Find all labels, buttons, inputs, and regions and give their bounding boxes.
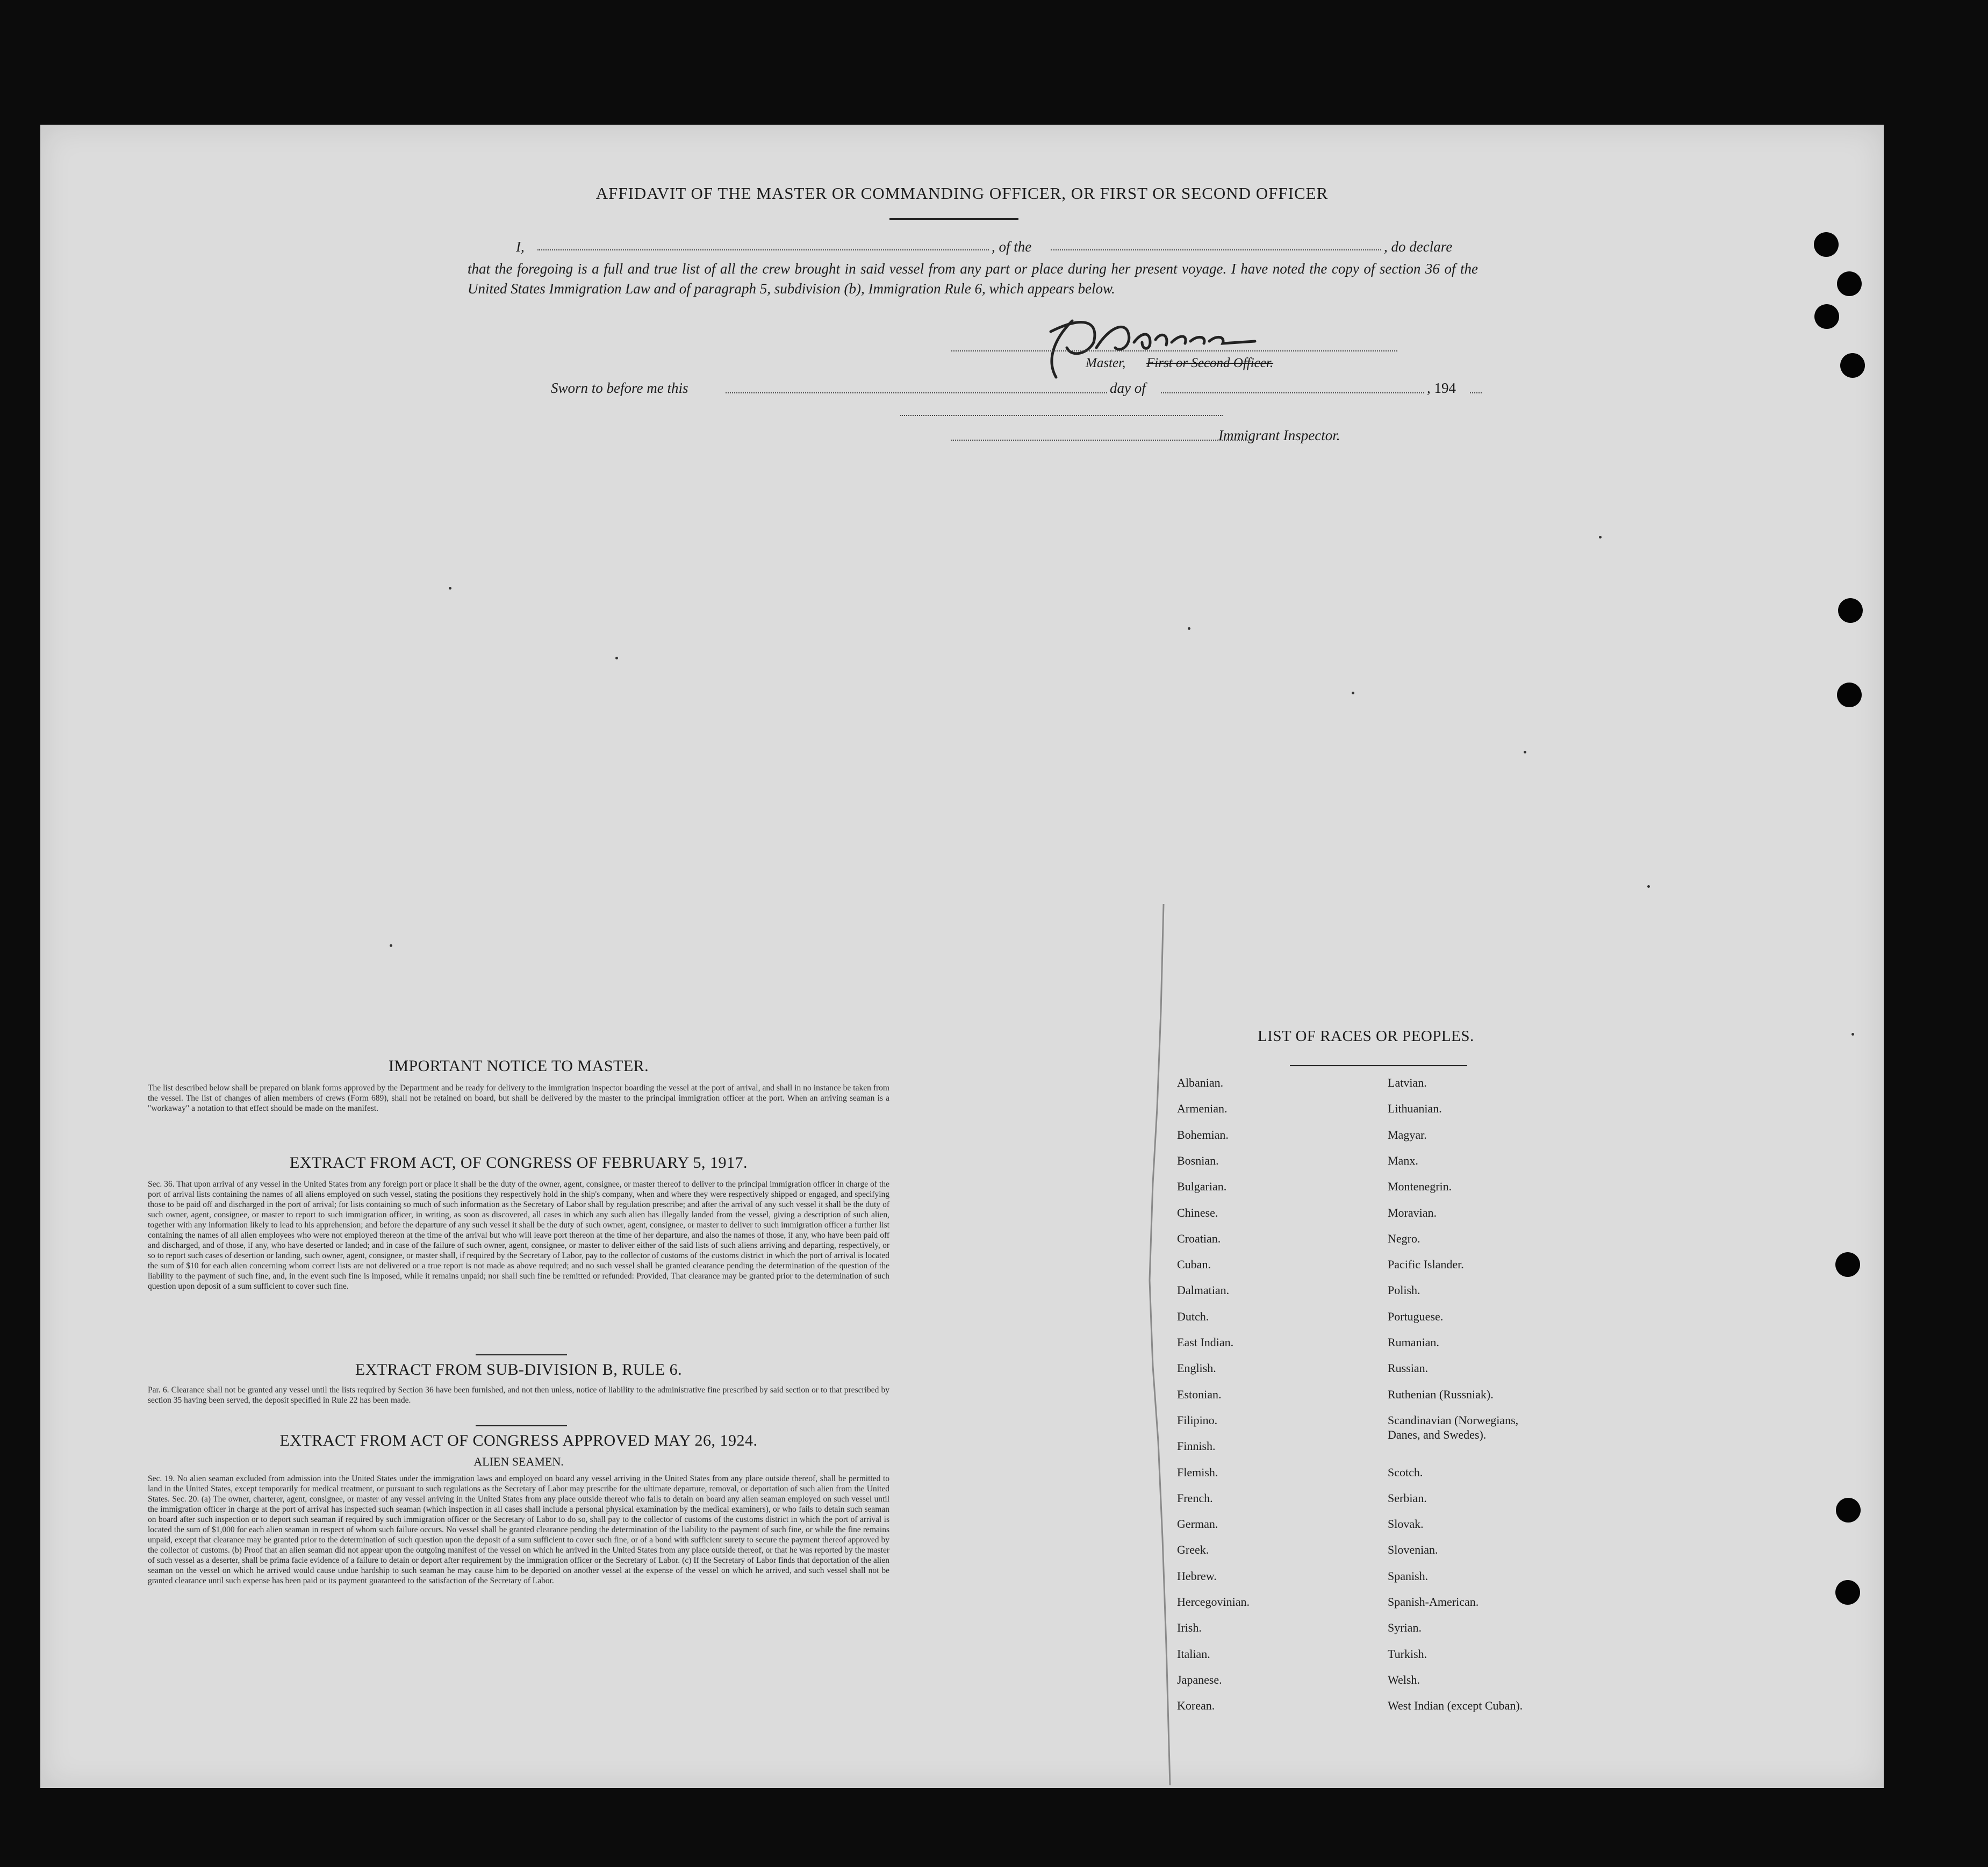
race-left-item: Bosnian. (1177, 1153, 1219, 1167)
race-left-item: Italian. (1177, 1647, 1210, 1661)
punch-hole (1835, 1252, 1860, 1277)
race-left-item: Dutch. (1177, 1309, 1209, 1323)
punch-hole (1840, 353, 1865, 378)
divider-1 (476, 1354, 567, 1355)
affidavit-declare: , do declare (1384, 239, 1453, 255)
race-left-item: English. (1177, 1361, 1216, 1375)
race-left-item: Flemish. (1177, 1465, 1218, 1479)
race-left-item: Cuban. (1177, 1258, 1211, 1272)
punch-hole (1837, 683, 1862, 707)
rule6-text: Par. 6. Clearance shall not be granted any vessel until the lists required by Section 36 have been furnished, and not then unless, notice of liability to the administrative fine prescribed by said section or to that prescribed by section 35 having been served, the deposit specified in Rule 22 has been made. (148, 1385, 889, 1405)
signature-line[interactable] (951, 350, 1397, 351)
affidavit-body: that the foregoing is a full and true list of all the crew brought in said vessel from any part or place during her present voyage. I have noted the copy of section 36 of the United States Immigration Law and of paragraph 5, subdivision (b), Immigration Rule 6, which appears below. (468, 261, 1478, 297)
race-left-item: Bohemian. (1177, 1128, 1229, 1141)
race-right-item: Polish. (1388, 1283, 1420, 1297)
race-left-item: Bulgarian. (1177, 1180, 1227, 1194)
race-left-item: Albanian. (1177, 1076, 1224, 1089)
race-right-item: Pacific Islander. (1388, 1258, 1464, 1272)
race-right-item: Slovenian. (1388, 1543, 1438, 1557)
race-left-item: French. (1177, 1491, 1213, 1505)
sworn-label: Sworn to before me this (551, 380, 688, 396)
extract-1917-text: Sec. 36. That upon arrival of any vessel in the United States from any foreign port or place it shall be the duty of the owner, agent, consignee, or master thereof to deliver to the principal immigration officer in charge of the port of arrival lists containing the names of all aliens employed on such vessel, stating the positions they respectively hold in the ship's company, when and where they were respectively shipped or engaged, and specifying those to be paid off and discharged in the port of arrival; for lists containing so much of such information as the Secretary of Labor shall by regulation prescribe; and after the arrival of any such vessel it shall be the duty of such owner, agent, consignee, or master to report to such immigration officer, in writing, as soon as discovered, all cases in which any such alien has illegally landed from the vessel, giving a description of such alien, together with any information likely to lead to his apprehension; and before the departure of any such vessel it shall be the duty of such owner, agent, consignee, or master to deliver to such immigration officer a further list containing the names of all alien employees who were not employed thereon at the time of the arrival but who will leave port thereon at the time of her departure, and also the names of those, if any, who have been paid off and discharged, and of those, if any, who have deserted or landed; and in case of the failure of such owner, agent, consignee, or master to deliver either of the said lists of such aliens arriving and departing, respectively, or so to report such cases of desertion or landing, such owner, agent, consignee, or master shall, if required by the Secretary of Labor, pay to the collector of customs of the customs district in which the port of arrival is located the sum of $10 for each alien concerning whom correct lists are not delivered or a true report is not made as above required; and no such vessel shall be granted clearance pending the determination of the question of the liability to the payment of such fine, and, in the event such fine is imposed, while it remains unpaid; nor shall such fine be remitted or refunded: Provided, That clearance may be granted prior to the determination of such question upon deposit of a sum sufficient to cover such fine. (148, 1180, 889, 1291)
extra-line (900, 415, 1223, 416)
race-left-item: Filipino. (1177, 1413, 1218, 1427)
speck (1524, 751, 1526, 753)
races-title: LIST OF RACES OR PEOPLES. (1258, 1028, 1474, 1045)
punch-hole (1838, 598, 1863, 623)
extract-1924-title: EXTRACT FROM ACT OF CONGRESS APPROVED MAY 26, 1924. (279, 1432, 758, 1449)
speck (449, 587, 451, 590)
race-right-item: Latvian. (1388, 1076, 1427, 1089)
race-right-item: Negro. (1388, 1231, 1420, 1245)
race-right-item: Spanish-American. (1388, 1595, 1479, 1609)
race-right-item: Slovak. (1388, 1517, 1424, 1531)
year-field[interactable] (1470, 392, 1482, 393)
race-right-item: Scandinavian (Norwegians, (1388, 1413, 1519, 1427)
race-right-item: Lithuanian. (1388, 1102, 1442, 1116)
speck (1851, 1033, 1854, 1036)
extract-1917-title: EXTRACT FROM ACT, OF CONGRESS OF FEBRUARY 5, 1917. (289, 1154, 748, 1172)
race-right-item: Welsh. (1388, 1672, 1420, 1686)
race-right-item: Russian. (1388, 1361, 1429, 1375)
race-left-item: Armenian. (1177, 1102, 1228, 1116)
race-left-item: Irish. (1177, 1621, 1202, 1635)
race-left-item: Japanese. (1177, 1672, 1222, 1686)
extract-1924-text: Sec. 19. No alien seaman excluded from admission into the United States under the immigration laws and employed on board any vessel arriving in the United States from any place outside thereof, shall be permitted to land in the United States, except temporarily for medical treatment, or pursuant to such regulations as the Secretary of Labor may prescribe for the ultimate departure, removal, or deportation of such alien from the United States. Sec. 20. (a) The owner, charterer, agent, consignee, or master of any vessel arriving in the United States from any place outside thereof who fails to detain on board any alien seaman employed on such vessel until the immigration officer in charge at the port of arrival has inspected such seaman (which inspection in all cases shall include a personal physical examination by the medical examiners), or who fails to detain such seaman on board after such inspection or to deport such seaman if required by such immigration officer or the Secretary of Labor to do so, shall pay to the collector of customs of the customs district in which the port of arrival is located the sum of $1,000 for each alien seaman in respect of whom such failure occurs. No vessel shall be granted clearance pending the determination of the liability to the payment of such fine, or while the fine remains unpaid, except that clearance may be granted prior to the determination of such question upon the deposit of a sum sufficient to cover such fine, or of a bond with sufficient surety to secure the payment thereof approved by the collector of customs. (b) Proof that an alien seaman did not appear upon the outgoing manifest of the vessel on which he arrived in the United States from any place outside thereof, or that he was reported by the master of such vessel as a deserter, shall be prima facie evidence of a failure to detain or deport after requirement by the immigration officer or the Secretary of Labor. (c) If the Secretary of Labor finds that deportation of the alien seaman on the vessel on which he arrived would cause undue hardship to such seaman he may cause him to be deported on another vessel at the expense of the vessel on which he arrived, and such vessel shall not be granted clearance until such expense has been paid or its payment guaranteed to the satisfaction of the Secretary of Labor. (148, 1474, 889, 1585)
sworn-month-field[interactable] (1161, 392, 1424, 393)
race-right-item: Turkish. (1388, 1647, 1427, 1661)
race-right-item: Rumanian. (1388, 1335, 1439, 1349)
race-left-item: Greek. (1177, 1543, 1209, 1557)
race-right-item: Magyar. (1388, 1128, 1427, 1141)
race-right-item: Syrian. (1388, 1621, 1422, 1635)
sworn-day-field[interactable] (726, 392, 1107, 393)
speck (1188, 627, 1190, 630)
race-left-item: Croatian. (1177, 1231, 1221, 1245)
document-page (40, 125, 1884, 1788)
race-left-item: Estonian. (1177, 1387, 1222, 1401)
race-left-item: Dalmatian. (1177, 1283, 1230, 1297)
extract-1924-subtitle: ALIEN SEAMEN. (473, 1455, 564, 1468)
affidavit-i: I, (516, 239, 525, 255)
race-right-item: West Indian (except Cuban). (1388, 1699, 1523, 1713)
signature-role-master: Master, (1086, 356, 1126, 370)
signature-role-struck: First or Second Officer. (1146, 356, 1274, 370)
race-right-item: Serbian. (1388, 1491, 1427, 1505)
race-right-item: Spanish. (1388, 1569, 1429, 1583)
race-left-item: Finnish. (1177, 1439, 1216, 1453)
vessel-name-field[interactable] (1051, 249, 1381, 250)
race-left-item: Chinese. (1177, 1205, 1218, 1219)
race-right-item: Portuguese. (1388, 1309, 1444, 1323)
officer-name-field[interactable] (537, 249, 989, 250)
punch-hole (1814, 304, 1839, 329)
punch-hole (1836, 1498, 1861, 1523)
race-left-item: East Indian. (1177, 1335, 1234, 1349)
speck (1352, 692, 1354, 694)
inspector-label: Immigrant Inspector. (1218, 427, 1340, 443)
races-rule (1290, 1065, 1467, 1066)
punch-hole (1814, 232, 1839, 257)
title-rule (889, 218, 1018, 220)
rule6-title: EXTRACT FROM SUB-DIVISION B, RULE 6. (355, 1361, 683, 1378)
race-right-item: Montenegrin. (1388, 1180, 1452, 1194)
affidavit-of-the: , of the (992, 239, 1032, 255)
speck (1647, 885, 1650, 888)
race-left-item: Hebrew. (1177, 1569, 1217, 1583)
race-right-item: Manx. (1388, 1153, 1418, 1167)
race-right-item: Moravian. (1388, 1205, 1437, 1219)
notice-title: IMPORTANT NOTICE TO MASTER. (388, 1057, 649, 1075)
notice-text: The list described below shall be prepared on blank forms approved by the Department and be ready for delivery to the immigration inspector boarding the vessel at the port of arrival, and shall in no instance be taken from the vessel. The list of changes of alien members of crews (Form 689), shall not be retained on board, but shall be delivered by the master to the principal immigration officer at the port. When an arriving seaman is a "workaway" a notation to that effect should be made on the manifest. (148, 1083, 889, 1113)
race-left-item: Hercegovinian. (1177, 1595, 1250, 1609)
race-left-item: Korean. (1177, 1699, 1215, 1713)
race-right-item: Scotch. (1388, 1465, 1423, 1479)
inspector-line[interactable] (951, 440, 1252, 441)
divider-2 (476, 1425, 567, 1426)
punch-hole (1835, 1580, 1860, 1605)
year-label: , 194 (1427, 380, 1456, 396)
speck (1599, 536, 1602, 538)
race-left-item: German. (1177, 1517, 1218, 1531)
punch-hole (1837, 271, 1862, 296)
race-scandinavian-continued: Danes, and Swedes). (1388, 1428, 1487, 1441)
master-signature (1035, 310, 1389, 385)
speck (390, 944, 392, 947)
day-of-label: day of (1110, 380, 1146, 396)
affidavit-title: AFFIDAVIT OF THE MASTER OR COMMANDING OFFICER, OR FIRST OR SECOND OFFICER (595, 184, 1329, 203)
race-right-item: Ruthenian (Russniak). (1388, 1387, 1494, 1401)
speck (615, 657, 618, 659)
